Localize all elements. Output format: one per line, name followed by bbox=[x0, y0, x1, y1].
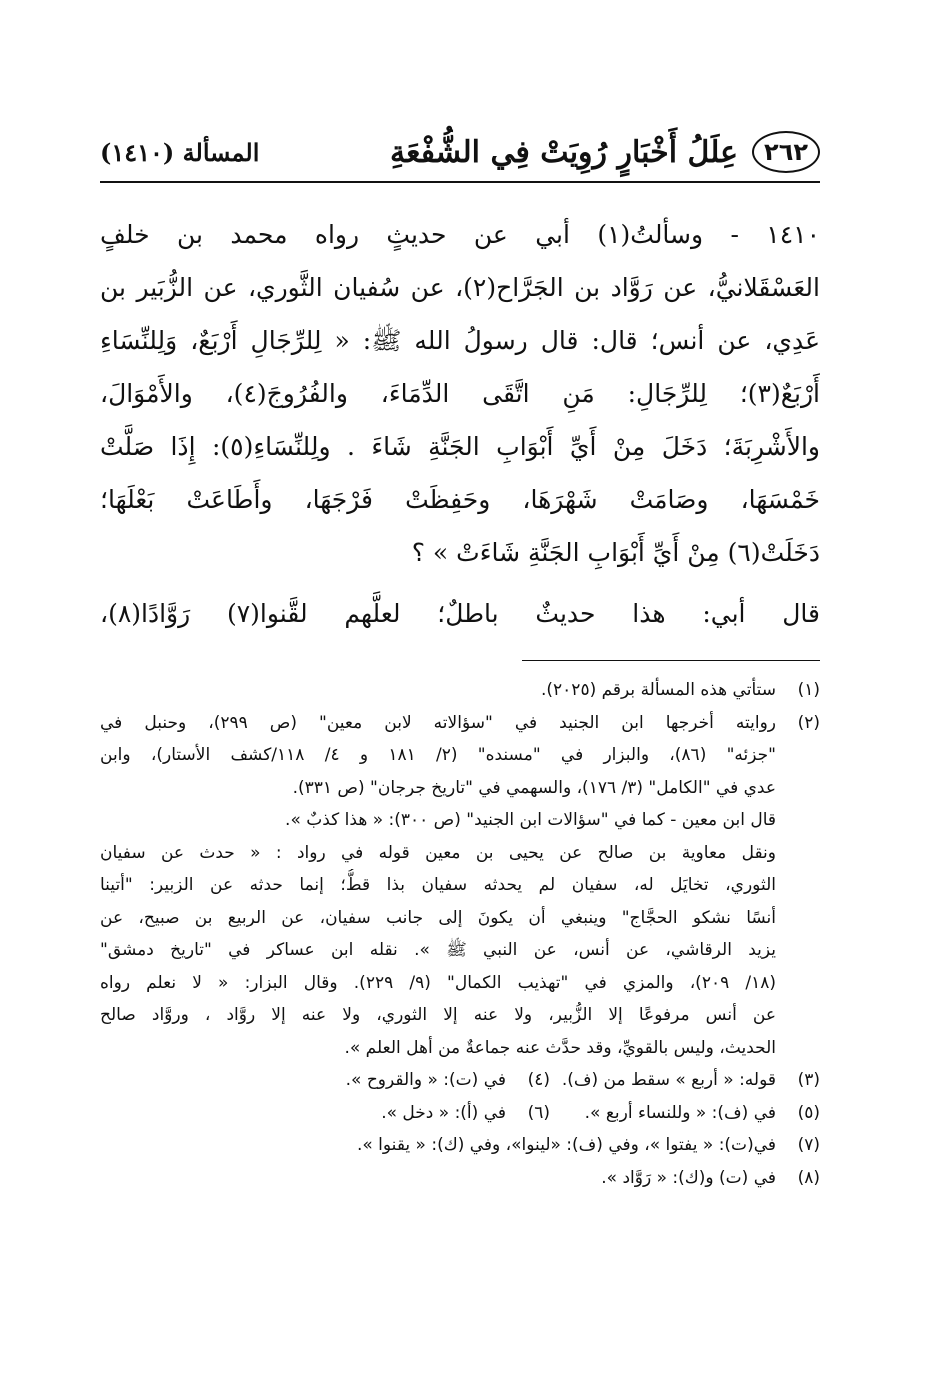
text-line: قال أبي: هذا حديثٌ باطلٌ؛ لعلَّهم لقَّنوا(٧) رَوَّادًا(٨)، bbox=[100, 599, 820, 628]
text-line: والأَشْرِبَةَ؛ دَخَلَ مِنْ أَيِّ أَبْوَابِ الجَنَّةِ شَاءَ . ولِلنِّسَاءِ(٥): إِذَا صَلَّتْ bbox=[100, 432, 820, 461]
footnote-number: (١) bbox=[797, 680, 820, 700]
paragraph-question bbox=[100, 208, 820, 579]
footnote-text: في (ت) و(ك): « رَوَّاد ». bbox=[601, 1167, 776, 1188]
footnote-8 bbox=[100, 1162, 820, 1195]
header-rule bbox=[100, 181, 820, 183]
text-line: دَخَلَتْ(٦) مِنْ أَيِّ أَبْوَابِ الجَنَّةِ شَاءَتْ » ؟ bbox=[411, 538, 820, 567]
footnote-number: (٨) bbox=[797, 1167, 820, 1188]
footnote-row-3-4 bbox=[100, 1064, 820, 1097]
footnote-line: "جزئه" (٨٦)، والبزار في "مسنده" (٢/ ١٨١ و ٤/ ١١٨/كشف الأستار)، وابن bbox=[100, 745, 776, 765]
footnote-line: أنسًا نشكو الحجَّاج" وينبغي أن يكونَ إلى جانب سفيان، عن الربيع بن صبيح، عن bbox=[100, 907, 776, 928]
footnote-line: عن أنس مرفوعًا إلا الزُّبير، ولا عنه إلا الثوري، ولا عنه إلا روَّاد ، وروَّاد صالح bbox=[100, 1005, 776, 1025]
main-text bbox=[100, 208, 820, 640]
footnote-line: عدي في "الكامل" (٣/ ١٧٦)، والسهمي في "تاريخ جرجان" (ص ٣٣١). bbox=[292, 777, 776, 798]
footnote-5 bbox=[550, 1097, 820, 1130]
footnote-line: الثوري، تخايَل له، سفيان لم يحدثه سفيان بذا قطُّ؛ إنما حدثه عن الزبير: "أتينا bbox=[100, 875, 776, 895]
footnote-number: (٢) bbox=[797, 712, 820, 733]
footnote-line: (١٨/ ٢٠٩)، والمزي في "تهذيب الكمال" (٩/ ٢٢٩). وقال البزار: « لا نعلم رواه bbox=[100, 972, 776, 993]
issue-number: المسألة (١٤١٠) bbox=[100, 137, 260, 167]
footnote-text: في(ت): « يفتوا »، وفي (ف): «لينوا»، وفي (ك): « يقنوا ». bbox=[356, 1135, 776, 1155]
page-number: ٢٦٢ bbox=[752, 131, 820, 173]
footnote-7 bbox=[100, 1129, 820, 1162]
footnote-4 bbox=[250, 1064, 550, 1097]
footnote-row-5-6 bbox=[100, 1097, 820, 1130]
footnote-text: قوله: « أربع » سقط من (ف). bbox=[561, 1070, 776, 1090]
footnote-number: (٤) bbox=[527, 1070, 550, 1090]
paragraph-answer bbox=[100, 587, 820, 640]
text-line: عَدِي، عن أنس؛ قال: قال رسولُ الله ﷺ: « لِلرِّجَالِ أَرْبَعٌ، وَلِلنِّسَاءِ bbox=[100, 326, 820, 355]
footnotes bbox=[100, 674, 820, 1194]
footnote-rule bbox=[522, 660, 820, 661]
text-line: خَمْسَهَا، وصَامَتْ شَهْرَهَا، وحَفِظَتْ فَرْجَهَا، وأَطَاعَتْ بَعْلَهَا؛ bbox=[100, 485, 820, 514]
footnote-line: يزيد الرقاشي، عن أنس، عن النبي ﷺ ». نقله ابن عساكر في "تاريخ دمشق" bbox=[100, 940, 776, 960]
footnote-line: ونقل معاوية بن صالح عن يحيى بن معين قوله في رواد : « حدث عن سفيان bbox=[100, 842, 776, 863]
footnote-line: روايته أخرجها ابن الجنيد في "سؤالاته لابن معين" (ص ٢٩٩)، وحنبل في bbox=[100, 712, 776, 733]
text-line: العَسْقَلانيُّ، عن رَوَّاد بن الجَرَّاح(٢)، عن سُفيان الثَّوري، عن الزُّبَير بن bbox=[100, 273, 820, 302]
book-title: عِلَلُ أَخْبَارٍ رُوِيَتْ فِي الشُّفْعَةِ bbox=[390, 134, 739, 170]
page-header bbox=[100, 128, 820, 176]
footnote-line: قال ابن معين - كما في "سؤالات ابن الجنيد" (ص ٣٠٠): « هذا كذبٌ ». bbox=[285, 810, 776, 830]
footnote-number: (٧) bbox=[797, 1135, 820, 1155]
footnote-line: ستأتي هذه المسألة برقم (٢٠٢٥). bbox=[541, 680, 776, 700]
footnote-text: في (أ): « دخل ». bbox=[381, 1102, 506, 1123]
text-line: أَرْبَعٌ(٣)؛ لِلرِّجَالِ: مَنِ اتَّقَى الدِّمَاءَ، والفُرُوجَ(٤)، والأَمْوَالَ، bbox=[100, 379, 820, 408]
footnote-text: في (ت): « والقروح ». bbox=[345, 1070, 506, 1090]
footnote-line: الحديث، وليس بالقويِّ، وقد حدَّث عنه جماعةٌ من أهل العلم ». bbox=[344, 1037, 776, 1058]
text-line: ١٤١٠ - وسألتُ(١) أبي عن حديثٍ رواه محمد بن خلفٍ bbox=[100, 220, 820, 249]
footnote-1 bbox=[100, 674, 820, 707]
footnote-6 bbox=[250, 1097, 550, 1130]
footnote-text: في (ف): « وللنساء أربع ». bbox=[584, 1102, 776, 1123]
footnote-3 bbox=[550, 1064, 820, 1097]
footnote-number: (٣) bbox=[797, 1070, 820, 1090]
footnote-2 bbox=[100, 707, 820, 1065]
footnote-number: (٥) bbox=[797, 1102, 820, 1123]
footnote-number: (٦) bbox=[527, 1102, 550, 1123]
